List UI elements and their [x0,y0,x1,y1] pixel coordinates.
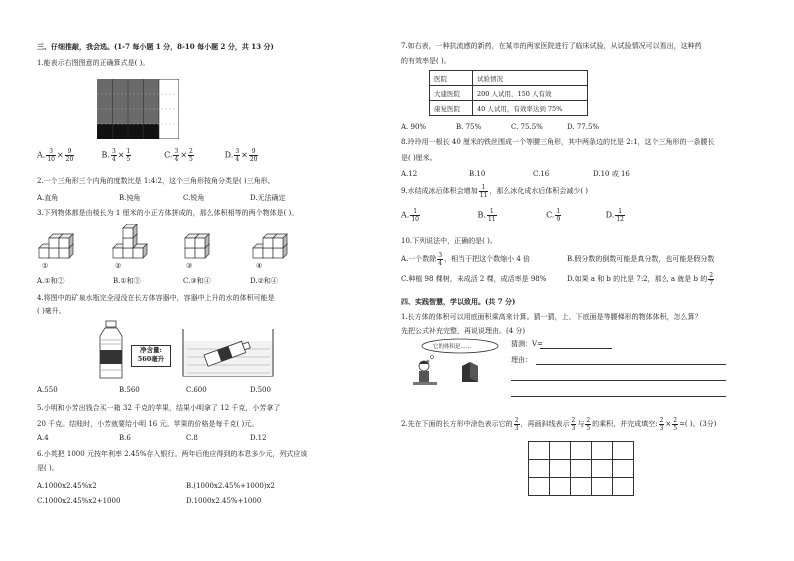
q8-option-d[interactable]: D.10 或 16 [593,170,630,178]
q1-option-d[interactable]: D. $\frac{3}{4}$ × $\frac{9}{20}$ [224,148,258,163]
q9-option-d[interactable]: D. $\frac{1}{12}$ [605,208,624,223]
q6-option-b[interactable]: B.(1000x2.45%+1000)x2 [186,482,275,490]
q9-text: 9.水结成冰后体积会增加 $\frac{1}{11}$ ，那么冰化成水后体积会减少( ) [401,183,589,199]
q8-option-a[interactable]: A.12 [401,170,418,178]
q7-option-b[interactable]: B. 75% [456,123,482,131]
q9-option-b[interactable]: B. $\frac{1}{11}$ [477,208,496,223]
q4-option-b[interactable]: B.560 [119,386,140,394]
q8-option-c[interactable]: C.16 [533,170,550,178]
q8-text-line2: 是( )厘米。 [401,154,437,162]
s4-q2-text: 2.先在下面的长方形中涂色表示它的 $\frac{2}{3}$ ，再画斜线表示 $\frac{2}{3}$ 与 $\frac{2}{5}$ 的乘积，并完成填空: $\frac{2}{3}$ × $\frac{2}{5}$ =( )。(3分) [401,416,717,432]
table-cell: 大建医院 [430,86,473,101]
q2-option-c[interactable]: C.锐角 [183,194,205,202]
table-cell: 医院 [430,71,473,86]
q3-figure-label-3: ③ [186,262,193,270]
section4-title: 四、实践智慧，学以致用。(共 7 分) [401,297,516,306]
cube-figure-3 [185,234,209,258]
q9-option-a[interactable]: A. $\frac{1}{10}$ [401,208,419,223]
q6-text-line1: 6.小英把 1000 元按年利率 2.45%存入银行。两年后他应得到的本息多少元，列式应该 [37,450,308,458]
q3-figure-label-2: ② [115,262,122,270]
q10-option-d[interactable]: D.如果 a 和 b 的比是 7:2，那么 a 就是 b 的 $\frac{2}{7}$ [567,271,714,287]
q1-option-a[interactable]: A. $\frac{3}{10}$ × $\frac{9}{20}$ [37,148,74,163]
q6-text-line2: 是( )。 [37,464,59,472]
thought-bubble-text: 它的体积是...... [433,344,471,350]
q6-option-d[interactable]: D.1000x2.45%+1000 [186,497,262,505]
q7-option-d[interactable]: D. 77.5% [567,123,600,131]
q3-figure-label-1: ① [42,262,49,270]
reason-answer-line-3[interactable] [511,396,726,397]
q1-option-b[interactable]: B. $\frac{3}{4}$ × $\frac{1}{5}$ [101,148,131,163]
q8-option-b[interactable]: B.10 [469,170,486,178]
guess-label: 猜测：V= [511,340,543,348]
bottle-net-volume-label: 净含量: 560毫升 [131,345,171,367]
water-bottle-figure [92,320,132,380]
q5-option-b[interactable]: B.6 [119,434,131,442]
s4-q1-text-line1: 1.长方体的体积可以用底面积乘高来计算。猜一猜，上、下底面是等腰梯形的物体体积，怎么算？ [401,313,702,321]
table-cell: 200 人试用，150 人有效 [473,86,588,101]
q1-option-c[interactable]: C. $\frac{3}{4}$ × $\frac{2}{5}$ [164,148,193,163]
reason-answer-line-1[interactable] [536,364,726,365]
q3-option-d[interactable]: D.②和④ [250,277,278,285]
table-header-row [430,71,588,86]
q6-option-c[interactable]: C.1000x2.45%x2+1000 [37,497,121,505]
reason-answer-line-2[interactable] [511,380,726,381]
table-cell: 40 人试用，有效率达到 75% [473,101,588,116]
q2-option-d[interactable]: D.无法确定 [250,194,286,202]
table-row [430,86,588,101]
cube-figure-1 [39,234,73,258]
cube-figure-2 [113,224,147,258]
q8-text-line1: 8.玲玲用一根长 40 厘米的铁丝围成一个等腰三角形，其中两条边的比是 2:1，这个三角形的一条腰长 [401,138,715,146]
reason-label: 理由： [511,356,532,364]
q5-option-d[interactable]: D.12 [250,434,267,442]
q1-options [37,148,259,163]
q3-option-a[interactable]: A.①和② [37,277,65,285]
q10-option-c[interactable]: C.种植 98 棵树，未成活 2 棵，成活率是 98% [401,275,547,283]
q2-option-b[interactable]: B.钝角 [119,194,141,202]
q4-text-line1: 4.将图中的矿泉水瓶完全浸没在长方体容器中，容器中上升的水的体积可能是 [37,294,275,302]
guess-answer-line[interactable] [540,348,612,349]
q4-option-d[interactable]: D.500 [250,386,271,394]
q4-text-line2: ( )毫升。 [37,307,66,315]
q1-shaded-rectangle-figure [97,79,179,139]
q3-option-c[interactable]: C.③和④ [183,277,211,285]
q10-option-a[interactable]: A.一个数除 $\frac{3}{4}$ ，相当于把这个数缩小 4 倍 [401,251,531,267]
q10-option-b[interactable]: B.假分数的倒数可能是真分数，也可能是假分数 [567,255,715,263]
coloring-grid[interactable] [528,441,634,496]
q3-figure-label-4: ④ [256,262,263,270]
q5-text-line1: 5.小明和小芳出钱合买一箱 32 千克的苹果，结果小明拿了 12 千克，小芳拿了 [37,404,281,412]
q1-text: 1.能表示右图图意的正确算式是( )。 [37,59,150,67]
q10-text: 10.下列说法中，正确的是( )。 [401,237,497,245]
q7-option-c[interactable]: C. 75.5% [511,123,543,131]
q5-option-c[interactable]: C.8 [186,434,198,442]
table-cell: 试验情况 [473,71,588,86]
q7-option-a[interactable]: A. 90% [401,123,427,131]
section3-title: 三、仔细推敲，我会选。(1-7 每小题 1 分，8-10 每小题 2 分，共 13 分) [37,42,274,51]
q9-options [401,208,626,223]
q3-text: 3.下列物体都是由棱长为 1 厘米的小正方体拼成的，那么体积相等的两个物体是( )。 [37,209,299,217]
q5-option-a[interactable]: A.4 [37,434,49,442]
q2-option-a[interactable]: A.直角 [37,194,59,202]
s4-q1-text-line2: 先把公式补充完整，再说说理由。(4 分) [401,327,526,335]
q6-option-a[interactable]: A.1000x2.45%x2 [37,482,97,490]
q7-text-line2: 的有效率是( )。 [401,57,451,65]
q5-text-line2: 20 千克。结账时，小芳就要给小明 16 元。苹果的价格是每千克( )元。 [37,420,259,428]
table-row [430,101,588,116]
q4-option-c[interactable]: C.600 [186,386,207,394]
q7-text-line1: 7.如右表，一种抗流感的新药，在某市的两家医院进行了临床试验，从试验情况可以看出，这种药 [401,42,702,50]
table-cell: 康复医院 [430,101,473,116]
q4-option-a[interactable]: A.550 [37,386,58,394]
q2-text: 2.一个三角形三个内角的度数比是 1:4:2，这个三角形按角分类是( )三角形。 [37,177,275,185]
q9-option-c[interactable]: C. $\frac{1}{9}$ [546,208,561,223]
cube-figure-4 [253,234,287,258]
q7-trial-table [429,70,588,116]
water-container-figure [182,327,274,377]
q3-option-b[interactable]: B.①和③ [113,277,141,285]
